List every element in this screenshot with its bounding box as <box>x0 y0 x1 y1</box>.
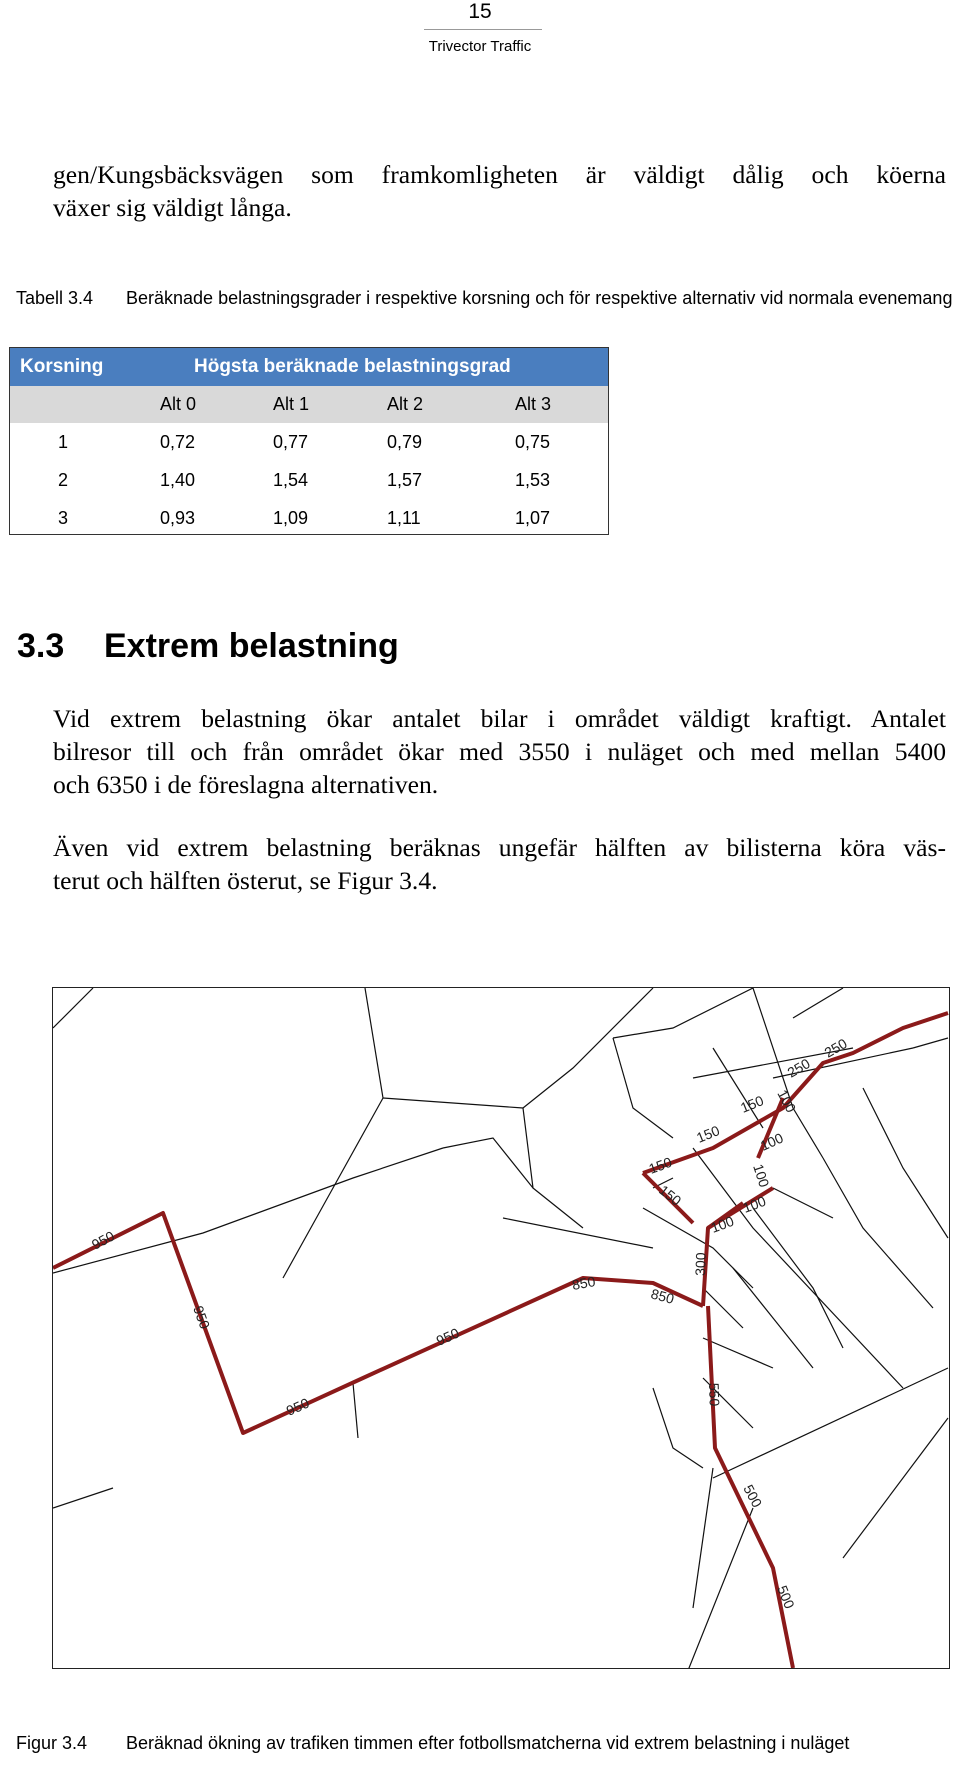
flow-label: 150 <box>694 1122 722 1146</box>
flow-label: 150 <box>656 1181 685 1209</box>
value-cell: 0,72 <box>160 432 196 452</box>
paragraph-line: Även vid extrem belastning beräknas ungefär hälften av bilisterna köra väs- <box>53 833 946 862</box>
paragraph-line: bilresor till och från området ökar med 3550 i nuläget och med mellan 5400 <box>53 737 946 766</box>
flow-label: 150 <box>646 1153 674 1177</box>
flow-label: 950 <box>190 1303 214 1331</box>
value-cell: 1,09 <box>273 508 309 528</box>
korsning-cell: 2 <box>58 470 69 490</box>
table-subheader-row <box>10 386 608 423</box>
paragraph-line: gen/Kungsbäcksvägen som framkomligheten är väldigt dålig och köerna <box>53 160 946 189</box>
table-header-row <box>10 348 608 386</box>
flow-label: 850 <box>649 1285 676 1307</box>
road-network <box>53 988 948 1668</box>
intro-paragraph <box>53 158 946 224</box>
flow-label: 500 <box>774 1583 798 1611</box>
paragraph-line: terut och hälften österut, se Figur 3.4. <box>53 866 438 895</box>
column-header: Alt 0 <box>160 394 197 414</box>
flow-label: 100 <box>708 1212 736 1236</box>
header-divider <box>424 29 542 30</box>
table-caption-label: Tabell 3.4 <box>16 288 94 308</box>
flow-label: 100 <box>757 1129 786 1154</box>
table-row <box>10 500 608 538</box>
flow-label: 100 <box>740 1192 768 1216</box>
table-caption-text: Beräknade belastningsgrader i respektive korsning och för respektive alternativ vid normala evenemang <box>126 288 953 308</box>
paragraph-line: och 6350 i de föreslagna alternativen. <box>53 770 439 799</box>
flow-labels <box>89 1035 850 1611</box>
table-row <box>10 462 608 500</box>
flow-label: 100 <box>750 1161 773 1190</box>
header-company: Trivector Traffic <box>428 38 532 55</box>
table-row <box>10 424 608 462</box>
page-number: 15 <box>468 0 492 23</box>
section-number: 3.3 <box>17 627 65 665</box>
section-heading <box>17 624 399 668</box>
value-cell: 1,07 <box>515 508 551 528</box>
flow-label: 100 <box>774 1086 800 1116</box>
flow-label: 250 <box>821 1035 850 1061</box>
korsning-cell: 3 <box>58 508 69 528</box>
header-group: Högsta beräknade belastningsgrad <box>194 356 511 377</box>
paragraph-line: växer sig väldigt långa. <box>53 193 292 222</box>
flow-routes <box>53 1013 948 1668</box>
column-header: Alt 2 <box>387 394 424 414</box>
flow-label: 500 <box>740 1481 766 1511</box>
flow-label: 950 <box>433 1324 462 1349</box>
section-title: Extrem belastning <box>104 627 399 665</box>
value-cell: 1,57 <box>387 470 423 490</box>
flow-label: 300 <box>692 1252 709 1277</box>
value-cell: 1,40 <box>160 470 196 490</box>
column-header: Alt 1 <box>273 394 310 414</box>
results-table <box>9 347 609 535</box>
flow-label: 150 <box>738 1092 766 1116</box>
flow-label: 550 <box>706 1382 723 1407</box>
paragraph-line: Vid extrem belastning ökar antalet bilar i området väldigt kraftigt. Antalet <box>53 704 946 733</box>
header-korsning: Korsning <box>20 356 104 377</box>
map-canvas <box>53 988 949 1668</box>
value-cell: 0,79 <box>387 432 423 452</box>
value-cell: 1,11 <box>387 508 421 528</box>
traffic-flow-map <box>52 987 950 1669</box>
flow-label: 950 <box>88 1227 118 1253</box>
body-paragraph <box>53 831 946 897</box>
flow-label: 850 <box>570 1273 597 1293</box>
value-cell: 0,93 <box>160 508 196 528</box>
korsning-cell: 1 <box>58 432 69 452</box>
figure-caption-text: Beräknad ökning av trafiken timmen efter fotbollsmatcherna vid extrem belastning i nuläget <box>126 1733 850 1753</box>
value-cell: 1,54 <box>273 470 309 490</box>
flow-label: 250 <box>784 1055 813 1081</box>
value-cell: 0,77 <box>273 432 309 452</box>
body-paragraph <box>53 702 946 801</box>
flow-label: 950 <box>283 1394 312 1419</box>
figure-caption-label: Figur 3.4 <box>16 1733 88 1753</box>
column-header: Alt 3 <box>515 394 552 414</box>
value-cell: 1,53 <box>515 470 551 490</box>
value-cell: 0,75 <box>515 432 551 452</box>
